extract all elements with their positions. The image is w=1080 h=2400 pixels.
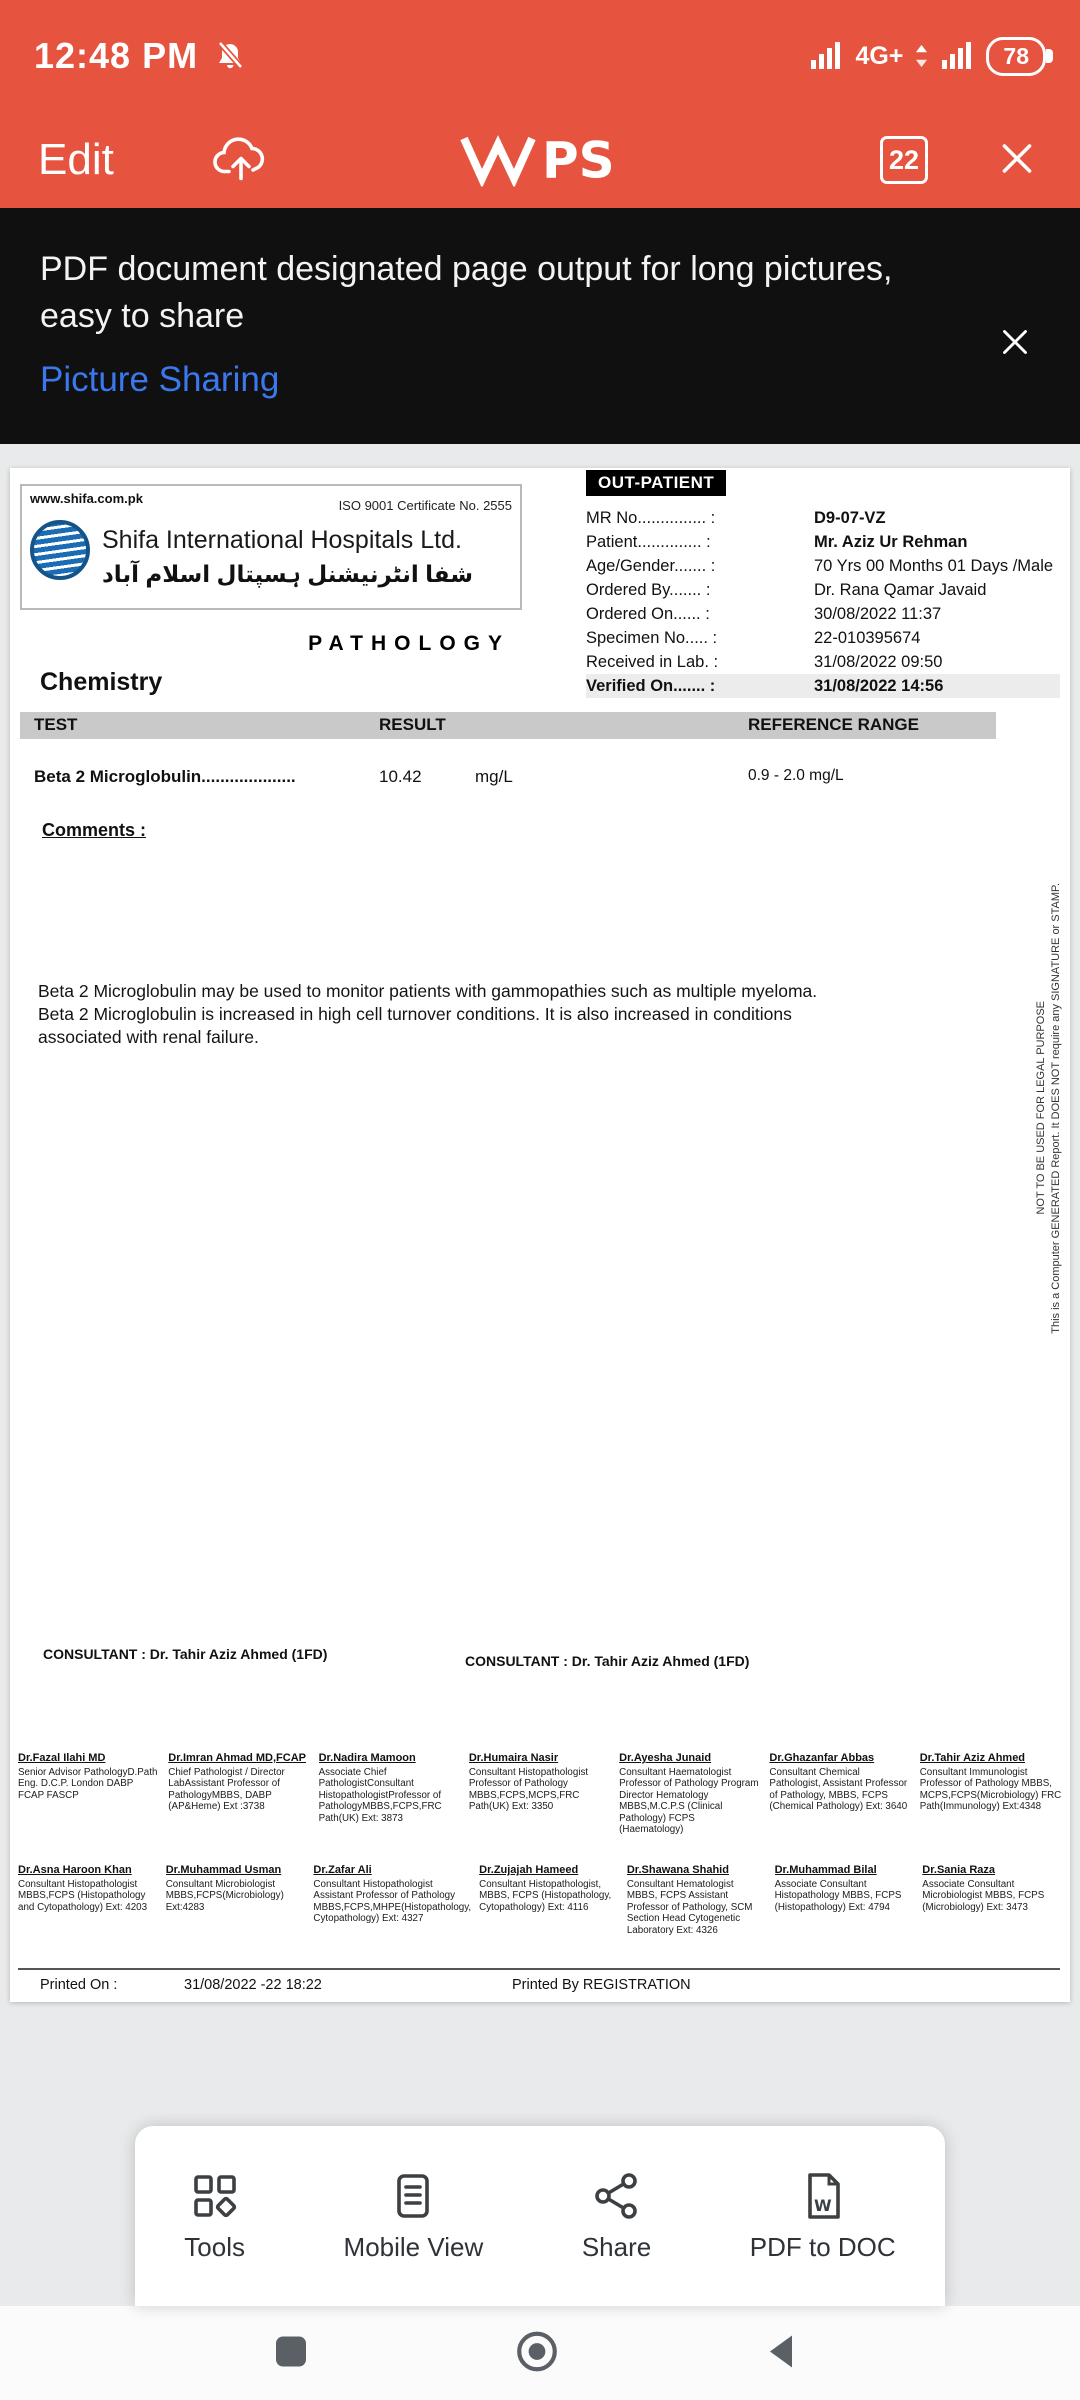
mobile-view-button[interactable] xyxy=(338,2169,490,2264)
hospital-website: www.shifa.com.pk xyxy=(30,491,143,506)
status-bar-left xyxy=(34,35,246,77)
patient-info-value: D9-07-VZ xyxy=(814,509,886,527)
status-bar-right xyxy=(809,37,1046,76)
cloud-upload-button[interactable] xyxy=(212,134,270,187)
banner-close-button[interactable] xyxy=(988,320,1042,367)
disclaimer-line-2: NOT TO BE USED FOR LEGAL PURPOSE xyxy=(1035,1001,1047,1215)
doctor-name: Dr.Fazal Ilahi MD xyxy=(18,1752,106,1764)
doctor-signature xyxy=(627,1864,767,1936)
patient-info-value: Dr. Rana Qamar Javaid xyxy=(814,581,987,599)
clock: 12:48 PM xyxy=(34,35,199,76)
notifications-muted-icon xyxy=(214,40,246,72)
status-bar xyxy=(0,0,1080,112)
doctor-signature xyxy=(920,1752,1062,1836)
doctor-credentials: Consultant Histopathologist Assistant Professor of Pathology MBBS,FCPS,MHPE(Histopathology, Cytopathology) Ext: 4327 xyxy=(313,1879,472,1925)
doctor-signature xyxy=(469,1752,611,1836)
patient-info-row xyxy=(586,602,1060,626)
promo-banner xyxy=(0,208,1080,444)
patient-info-row xyxy=(586,506,1060,530)
patient-info-label: Ordered On...... : xyxy=(586,605,710,623)
pdf-to-doc-label: PDF to DOC xyxy=(749,2231,896,2262)
patient-info-value: 30/08/2022 11:37 xyxy=(814,605,942,623)
android-nav-bar xyxy=(0,2306,1080,2400)
doctor-signature xyxy=(922,1864,1062,1936)
doctor-name: Dr.Zafar Ali xyxy=(313,1864,372,1876)
doctor-credentials: Consultant Histopathologist Professor of Pathology MBBS,FCPS,MCPS,FRC Path(UK) Ext: 3350 xyxy=(468,1767,589,1813)
column-header-result: RESULT xyxy=(379,715,446,734)
doctor-name: Dr.Muhammad Bilal xyxy=(774,1864,877,1876)
doctor-credentials: Senior Advisor PathologyD.Path Eng. D.C.P. London DABP FCAP FASCP xyxy=(18,1767,158,1801)
doctor-credentials: Consultant Histopathologist, MBBS, FCPS (Histopathology, Cytopathology) Ext: 4116 xyxy=(479,1879,612,1913)
doctor-credentials: Consultant Immunologist Professor of Pathology MBBS, MCPS,FCPS(Microbiology) FRC Path(Immunology) Ext:4348 xyxy=(919,1767,1062,1813)
back-triangle-icon xyxy=(764,2332,804,2372)
doctor-signature xyxy=(619,1752,761,1836)
banner-message: PDF document designated page output for long pictures, easy to share xyxy=(40,250,893,335)
share-button[interactable] xyxy=(576,2169,657,2264)
doctor-name: Dr.Ghazanfar Abbas xyxy=(769,1752,875,1764)
close-icon xyxy=(994,321,1036,363)
doctor-name: Dr.Muhammad Usman xyxy=(165,1864,282,1876)
bottom-toolbar xyxy=(135,2126,945,2306)
close-document-button[interactable] xyxy=(994,136,1040,185)
recents-button[interactable] xyxy=(266,2332,316,2375)
test-unit: mg/L xyxy=(475,767,513,786)
doctor-signature xyxy=(479,1864,619,1936)
reference-range: 0.9 - 2.0 mg/L xyxy=(748,767,844,784)
patient-info-row xyxy=(586,578,1060,602)
department-title: PATHOLOGY xyxy=(308,632,510,655)
patient-info-label: MR No............... : xyxy=(586,509,716,527)
printed-on-label: Printed On : xyxy=(40,1977,118,1993)
test-name: Beta 2 Microglobulin.................... xyxy=(34,767,296,786)
patient-info-row xyxy=(586,626,1060,650)
wps-logo-icon xyxy=(458,129,622,187)
doctor-signature xyxy=(775,1864,915,1936)
patient-info-label: Patient.............. : xyxy=(586,533,711,551)
doctor-credentials: Consultant Hematologist MBBS, FCPS Assistant Professor of Pathology, SCM Section Head Cytogenetic Laboratory Ext: 4326 xyxy=(626,1879,753,1936)
recents-square-icon xyxy=(272,2333,310,2371)
doctor-name: Dr.Zujajah Hameed xyxy=(479,1864,579,1876)
doctor-name: Dr.Asna Haroon Khan xyxy=(18,1864,132,1876)
doctor-credentials: Chief Pathologist / Director LabAssistant Professor of PathologyMBBS, DABP (AP&Heme) Ext :3738 xyxy=(168,1767,285,1813)
patient-info-row xyxy=(586,530,1060,554)
doctor-signature xyxy=(18,1864,158,1936)
doctor-name: Dr.Nadira Mamoon xyxy=(318,1752,416,1764)
doctor-name: Dr.Shawana Shahid xyxy=(626,1864,729,1876)
battery-indicator xyxy=(986,37,1046,76)
patient-type-badge: OUT-PATIENT xyxy=(586,470,726,496)
patient-info-block xyxy=(586,506,1060,698)
tools-grid-icon xyxy=(189,2170,241,2222)
doctor-credentials: Consultant Histopathologist MBBS,FCPS (Histopathology and Cytopathology) Ext: 4203 xyxy=(18,1879,148,1913)
hospital-header xyxy=(20,484,522,610)
doctors-row-1 xyxy=(18,1752,1062,1836)
battery-percent: 78 xyxy=(1003,42,1029,69)
signal-strength-2-icon xyxy=(940,40,974,72)
doctor-name: Dr.Ayesha Junaid xyxy=(619,1752,712,1764)
doctor-signature xyxy=(168,1752,310,1836)
hospital-name: Shifa International Hospitals Ltd. xyxy=(102,526,462,554)
patient-info-label: Ordered By....... : xyxy=(586,581,711,599)
close-icon xyxy=(994,136,1040,182)
pdf-to-doc-button[interactable] xyxy=(744,2169,902,2264)
svg-text:PS: PS xyxy=(542,131,615,187)
svg-text:W: W xyxy=(813,2195,832,2215)
app-toolbar xyxy=(0,112,1080,208)
results-table-header xyxy=(20,712,996,739)
patient-info-value: 70 Yrs 00 Months 01 Days /Male xyxy=(814,557,1054,575)
network-type-label: 4G+ xyxy=(855,41,904,70)
consultant-line-2: CONSULTANT : Dr. Tahir Aziz Ahmed (1FD) xyxy=(465,1653,750,1669)
comments-heading: Comments : xyxy=(42,820,147,840)
doctor-signature xyxy=(313,1864,471,1936)
hospital-logo-row xyxy=(30,520,473,588)
doctor-signature xyxy=(769,1752,911,1836)
doctor-name: Dr.Sania Raza xyxy=(922,1864,996,1876)
home-circle-icon xyxy=(514,2329,560,2375)
doctor-signature xyxy=(166,1864,306,1936)
tools-button[interactable] xyxy=(178,2169,251,2264)
data-activity-icon xyxy=(915,43,928,69)
doctor-credentials: Consultant Chemical Pathologist, Assistant Professor of Pathology, MBBS, FCPS (Chemical Pathology) Ext: 3640 xyxy=(769,1767,908,1813)
patient-info-row xyxy=(586,650,1060,674)
doctor-signature xyxy=(18,1752,160,1836)
patient-info-label: Age/Gender....... : xyxy=(586,557,716,575)
doctors-row-2 xyxy=(18,1864,1062,1936)
edit-button[interactable]: Edit xyxy=(38,135,114,184)
share-nodes-icon xyxy=(591,2170,643,2222)
doctor-name: Dr.Tahir Aziz Ahmed xyxy=(919,1752,1026,1764)
mobile-view-icon xyxy=(387,2170,439,2222)
patient-info-row xyxy=(586,674,1060,698)
doctor-credentials: Consultant Haematologist Professor of Pathology Program Director Hematology MBBS,M.C.P.S (Clinical Pathology) FCPS (Haematology) xyxy=(619,1767,759,1836)
doctor-signature xyxy=(319,1752,461,1836)
signal-strength-icon xyxy=(809,40,843,72)
printed-on-value: 31/08/2022 -22 18:22 xyxy=(184,1977,322,1993)
doctor-credentials: Associate Chief PathologistConsultant HistopathologistProfessor of PathologyMBBS,FCPS,FRC Path(UK) Ext: 3873 xyxy=(318,1767,442,1824)
report-page xyxy=(10,468,1070,2002)
picture-sharing-link[interactable]: Picture Sharing xyxy=(40,359,280,399)
tools-label: Tools xyxy=(184,2231,245,2262)
patient-info-row xyxy=(586,554,1060,578)
patient-info-label: Specimen No..... : xyxy=(586,629,718,647)
mobile-view-label: Mobile View xyxy=(343,2231,484,2262)
patient-info-label: Verified On....... : xyxy=(586,677,716,695)
report-footer xyxy=(18,1968,1060,2000)
doctor-name: Dr.Humaira Nasir xyxy=(468,1752,559,1764)
share-label: Share xyxy=(581,2231,652,2262)
doctor-credentials: Associate Consultant Histopathology MBBS, FCPS (Histopathology) Ext: 4794 xyxy=(774,1879,902,1913)
document-viewport[interactable] xyxy=(0,444,1080,2400)
pdf-to-doc-icon xyxy=(797,2170,849,2222)
doctor-credentials: Consultant Microbiologist MBBS,FCPS(Microbiology) Ext:4283 xyxy=(165,1879,284,1913)
back-button[interactable] xyxy=(758,2331,810,2376)
page-count-badge: 22 xyxy=(888,144,920,175)
comments-text: Beta 2 Microglobulin may be used to monitor patients with gammopathies such as multiple myeloma. Beta 2 Microglobulin is increased in high cell turnover conditions. It is also increased in conditions associated with renal failure. xyxy=(38,981,818,1048)
hospital-name-urdu: شفا انٹرنیشنل ہسپتال اسلام آباد xyxy=(102,561,473,587)
consultant-line-1: CONSULTANT : Dr. Tahir Aziz Ahmed (1FD) xyxy=(43,1646,328,1662)
iso-certificate: ISO 9001 Certificate No. 2555 xyxy=(338,498,512,513)
disclaimer-line-1: This is a Computer GENERATED Report. It DOES NOT require any SIGNATURE or STAMP. xyxy=(1050,882,1062,1334)
result-row xyxy=(20,764,996,790)
hospital-names xyxy=(102,520,473,588)
hospital-globe-logo xyxy=(30,520,90,580)
section-title: Chemistry xyxy=(40,668,163,696)
patient-info-value: 31/08/2022 09:50 xyxy=(814,653,943,671)
column-header-test: TEST xyxy=(34,715,78,734)
patient-info-value: 31/08/2022 14:56 xyxy=(814,677,944,695)
page-count-button[interactable] xyxy=(880,136,928,184)
printed-by: Printed By REGISTRATION xyxy=(512,1977,691,1993)
doctor-credentials: Associate Consultant Microbiologist MBBS, FCPS (Microbiology) Ext: 3473 xyxy=(922,1879,1045,1913)
doctor-name: Dr.Imran Ahmad MD,FCAP xyxy=(168,1752,307,1764)
wps-logo xyxy=(458,129,622,192)
patient-info-value: 22-010395674 xyxy=(814,629,921,647)
test-result: 10.42 xyxy=(379,767,422,786)
column-header-range: REFERENCE RANGE xyxy=(748,715,919,734)
computer-generated-disclaimer xyxy=(1035,828,1062,1388)
cloud-upload-icon xyxy=(212,134,270,184)
patient-info-value: Mr. Aziz Ur Rehman xyxy=(814,533,968,551)
home-button[interactable] xyxy=(508,2328,566,2379)
patient-info-label: Received in Lab. : xyxy=(586,653,719,671)
